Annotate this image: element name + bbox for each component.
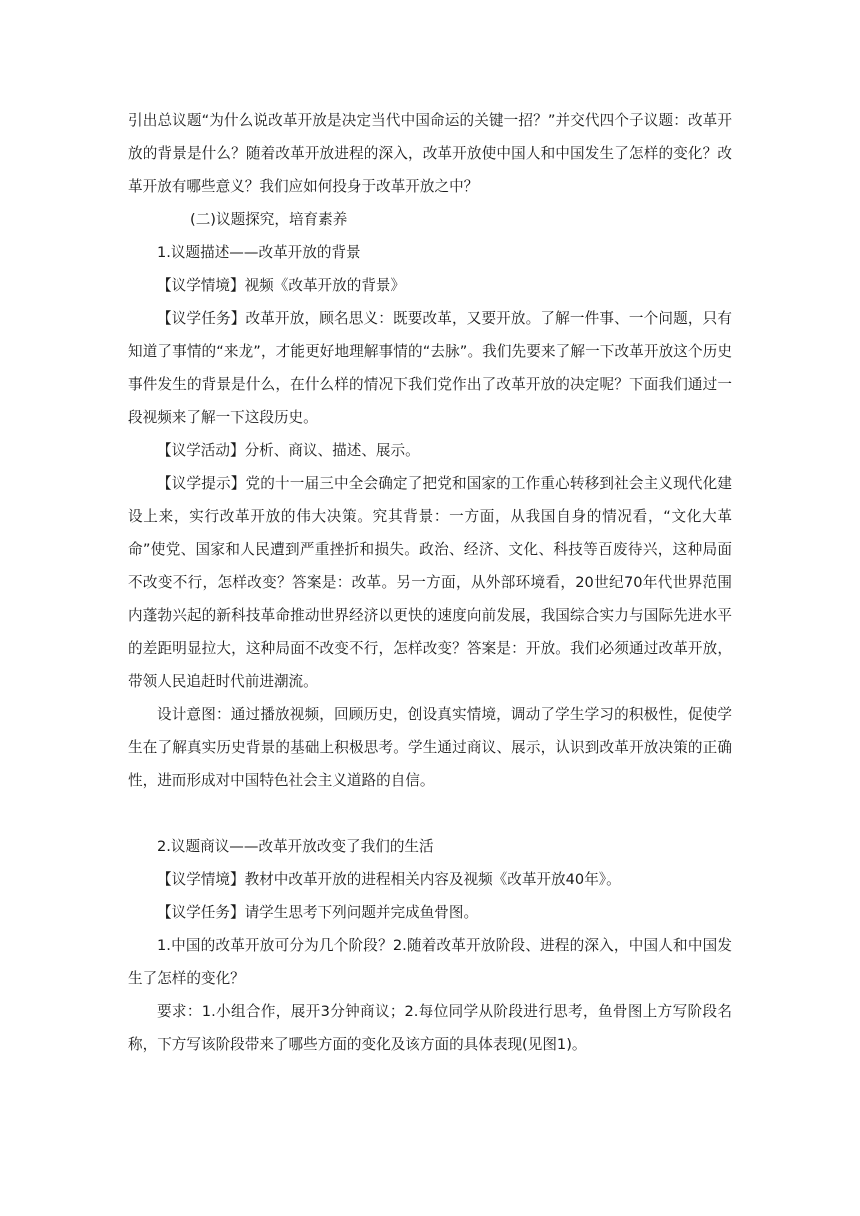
section-heading-inquiry: (二)议题探究，培育素养 <box>190 211 348 228</box>
paragraph-main-topic: 引出总议题“为什么说改革开放是决定当代中国命运的关键一招？”并交代四个子议题：改革开放的背景是什么？随着改革开放进程的深入，改革开放使中国人和中国发生了怎样的变化？改革开放有哪些意义？我们应如何投身于改革开放之中？ <box>128 112 732 195</box>
paragraph-design-intent-1: 设计意图：通过播放视频，回顾历史，创设真实情境，调动了学生学习的积极性，促使学生在了解真实历史背景的基础上积极思考。学生通过商议、展示，认识到改革开放决策的正确性，进而形成对中国特色社会主义道路的自信。 <box>128 706 732 789</box>
paragraph-situation-1: 【议学情境】视频《改革开放的背景》 <box>157 277 406 294</box>
paragraph-activity-1: 【议学活动】分析、商议、描述、展示。 <box>157 442 420 459</box>
paragraph-task-2: 【议学任务】请学生思考下列问题并完成鱼骨图。 <box>157 904 479 921</box>
document-body <box>128 104 732 1061</box>
subheading-topic-2: 2.议题商议——改革开放改变了我们的生活 <box>157 838 434 855</box>
paragraph-requirements-2: 要求：1.小组合作，展开3分钟商议；2.每位同学从阶段进行思考，鱼骨图上方写阶段名称，下方写该阶段带来了哪些方面的变化及该方面的具体表现(见图1)。 <box>128 1003 732 1053</box>
subheading-topic-1: 1.议题描述——改革开放的背景 <box>157 244 361 261</box>
paragraph-situation-2: 【议学情境】教材中改革开放的进程相关内容及视频《改革开放40年》。 <box>157 871 621 888</box>
paragraph-questions-2: 1.中国的改革开放可分为几个阶段？2.随着改革开放阶段、进程的深入，中国人和中国发生了怎样的变化？ <box>128 937 732 987</box>
paragraph-hint-1: 【议学提示】党的十一届三中全会确定了把党和国家的工作重心转移到社会主义现代化建设上来，实行改革开放的伟大决策。究其背景：一方面，从我国自身的情况看，“文化大革命”使党、国家和人民遭到严重挫折和损失。政治、经济、文化、科技等百废待兴，这种局面不改变不行，怎样改变？答案是：改革。另一方面，从外部环境看，20世纪70年代世界范围内蓬勃兴起的新科技革命推动世界经济以更快的速度向前发展，我国综合实力与国际先进水平的差距明显拉大，这种局面不改变不行，怎样改变？答案是：开放。我们必须通过改革开放，带领人民追赶时代前进潮流。 <box>128 475 732 690</box>
paragraph-task-1: 【议学任务】改革开放，顾名思义：既要改革，又要开放。了解一件事、一个问题，只有知道了事情的“来龙”，才能更好地理解事情的“去脉”。我们先要来了解一下改革开放这个历史事件发生的背景是什么，在什么样的情况下我们党作出了改革开放的决定呢？下面我们通过一段视频来了解一下这段历史。 <box>128 310 732 426</box>
